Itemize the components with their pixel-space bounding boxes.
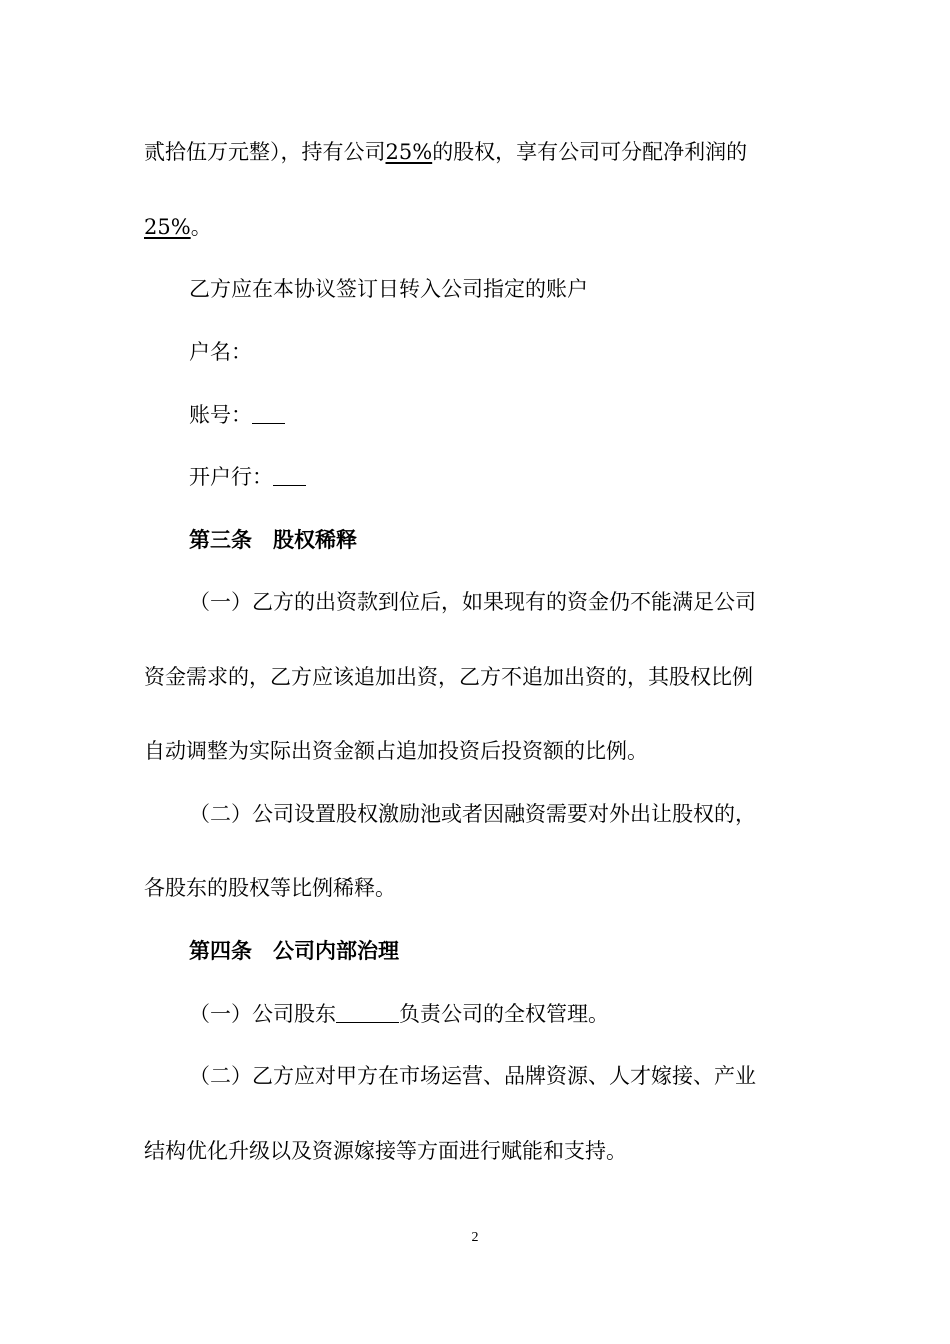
bank-line — [189, 462, 306, 492]
account-number-blank — [252, 403, 285, 424]
bank-blank — [273, 465, 306, 486]
article-3-clause-1-end: 自动调整为实际出资金额占追加投资后投资额的比例。 — [144, 739, 648, 763]
text-segment: （一）公司股东 — [189, 1002, 336, 1026]
article-3-number: 第三条 — [189, 527, 252, 552]
text-segment: 负责公司的全权管理。 — [399, 1002, 609, 1026]
article-3-clause-2-end: 各股东的股权等比例稀释。 — [144, 876, 396, 900]
bank-label: 开户行： — [189, 465, 273, 489]
article-4-clause-2: （二）乙方应对甲方在市场运营、品牌资源、人才嫁接、产业 — [189, 1064, 756, 1088]
article-3-clause-1-cont: 资金需求的，乙方应该追加出资，乙方不追加出资的，其股权比例 — [144, 665, 753, 689]
text-segment: 。 — [190, 215, 212, 239]
profit-percentage: 25% — [144, 215, 191, 239]
shareholder-name-blank — [336, 1002, 399, 1023]
article-4-number: 第四条 — [189, 938, 252, 963]
text-segment: 的股权，享有公司可分配净利润的 — [432, 140, 748, 164]
account-name-label: 户名： — [189, 340, 252, 364]
page-number: 2 — [471, 1230, 479, 1245]
article-3-clause-1: （一）乙方的出资款到位后，如果现有的资金仍不能满足公司 — [189, 590, 756, 614]
account-number-label: 账号： — [189, 403, 252, 427]
article-3-clause-2: （二）公司设置股权激励池或者因融资需要对外出让股权的， — [189, 802, 756, 826]
account-number-line — [189, 400, 285, 430]
paragraph-line-profit — [144, 212, 212, 242]
article-3-heading — [189, 525, 357, 555]
article-3-title: 股权稀释 — [273, 527, 357, 552]
paragraph-line-capital — [144, 137, 747, 167]
text-segment: 贰拾伍万元整），持有公司 — [144, 140, 386, 164]
paragraph-transfer-account: 乙方应在本协议签订日转入公司指定的账户 — [189, 277, 588, 301]
article-4-clause-1 — [189, 999, 609, 1029]
article-4-clause-2-end: 结构优化升级以及资源嫁接等方面进行赋能和支持。 — [144, 1139, 627, 1163]
article-4-heading — [189, 936, 399, 966]
article-4-title: 公司内部治理 — [273, 938, 399, 963]
share-percentage: 25% — [385, 140, 433, 164]
